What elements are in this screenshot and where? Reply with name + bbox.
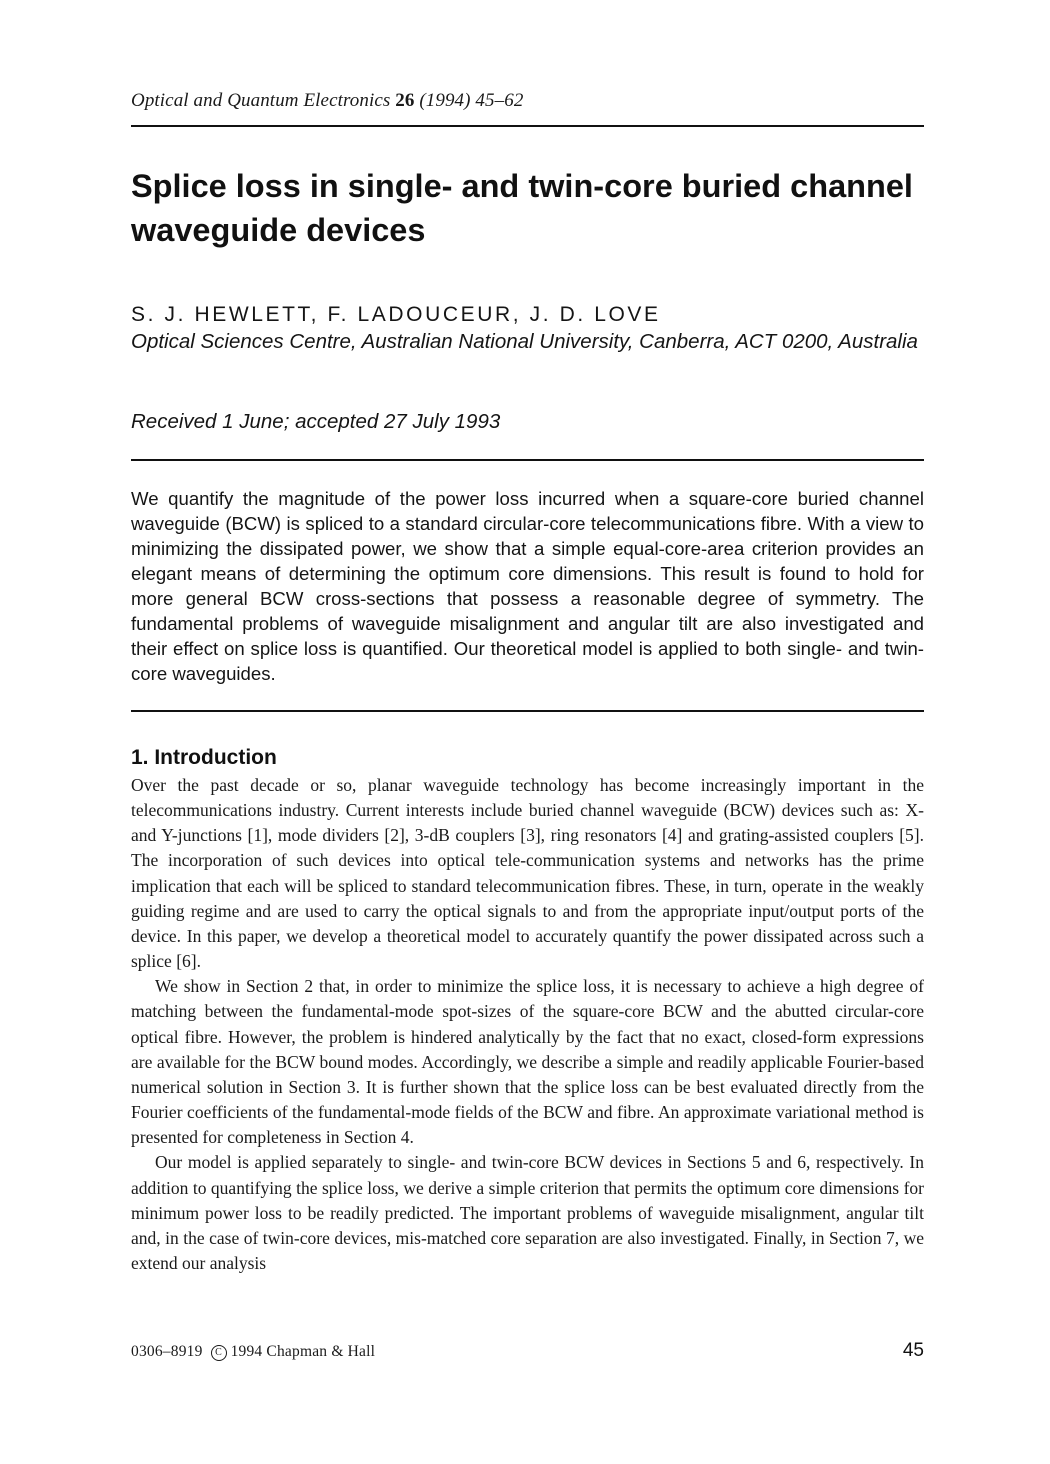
affiliation: Optical Sciences Centre, Australian National University, Canberra, ACT 0200, Australia bbox=[131, 330, 918, 353]
issn: 0306–8919 bbox=[131, 1343, 203, 1360]
paper-title: Splice loss in single- and twin-core buried channel waveguide devices bbox=[131, 168, 913, 248]
paragraph: Our model is applied separately to single- and twin-core BCW devices in Sections 5 and 6, respectively. In addition to quantifying the splice loss, we derive a simple criterion that permits the optimum core dimensions for minimum power loss to be readily predicted. The important problems of waveguide misalignment, angular tilt and, in the case of twin-core devices, mis-matched core separation are also investigated. Finally, in Section 7, we extend our analysis bbox=[131, 1152, 924, 1273]
abstract-bottom-rule bbox=[131, 710, 924, 712]
paragraph: Over the past decade or so, planar waveguide technology has become increasingly important in the telecommunications industry. Current interests include buried channel waveguide (BCW) devices such as: X- and Y-junctions [1], mode dividers [2], 3-dB couplers [3], ring resonators [4] and grating-assisted couplers [5]. The incorporation of such devices into optical tele-communication systems and networks has the prime implication that each will be spliced to standard telecommunication fibres. These, in turn, operate in the weakly guiding regime and are used to carry the optical signals to and from the appropriate input/output ports of the device. In this paper, we develop a theoretical model to accurately quantify the power dissipated across such a splice [6]. bbox=[131, 775, 924, 972]
journal-volume: 26 bbox=[395, 90, 415, 111]
paragraph: We show in Section 2 that, in order to minimize the splice loss, it is necessary to achieve a high degree of matching between the fundamental-mode spot-sizes of the square-core BCW and the abutted circular-core optical fibre. However, the problem is hindered analytically by the fact that no exact, closed-form expressions are available for the BCW bound modes. Accordingly, we describe a simple and readily applicable Fourier-based numerical solution in Section 3. It is further shown that the splice loss can be best evaluated directly from the Fourier coefficients of the fundamental-mode fields of the BCW and fibre. An approximate variational method is presented for completeness in Section 4. bbox=[131, 976, 924, 1148]
section-heading: 1. Introduction bbox=[131, 746, 277, 769]
received-date: Received 1 June; accepted 27 July 1993 bbox=[131, 410, 501, 433]
page-number: 45 bbox=[902, 1340, 924, 1361]
copyright-icon: C bbox=[211, 1345, 227, 1361]
header-rule bbox=[131, 125, 924, 127]
running-head bbox=[131, 90, 523, 112]
journal-name: Optical and Quantum Electronics bbox=[131, 90, 391, 111]
footer-copyright bbox=[131, 1343, 375, 1361]
section-body bbox=[131, 773, 924, 1276]
abstract-top-rule bbox=[131, 459, 924, 461]
abstract: We quantify the magnitude of the power loss incurred when a square-core buried channel waveguide (BCW) is spliced to a standard circular-core telecommunications fibre. With a view to minimizing the dissipated power, we show that a simple equal-core-area criterion provides an elegant means of determining the optimum core dimensions. This result is found to hold for more general BCW cross-sections that possess a reasonable degree of symmetry. The fundamental problems of waveguide misalignment and angular tilt are also investigated and their effect on splice loss is quantified. Our theoretical model is applied to both single- and twin-core waveguides. bbox=[131, 488, 924, 684]
journal-year-pages: (1994) 45–62 bbox=[419, 90, 524, 111]
authors: S. J. HEWLETT, F. LADOUCEUR, J. D. LOVE bbox=[131, 303, 661, 326]
publisher: 1994 Chapman & Hall bbox=[230, 1343, 376, 1360]
